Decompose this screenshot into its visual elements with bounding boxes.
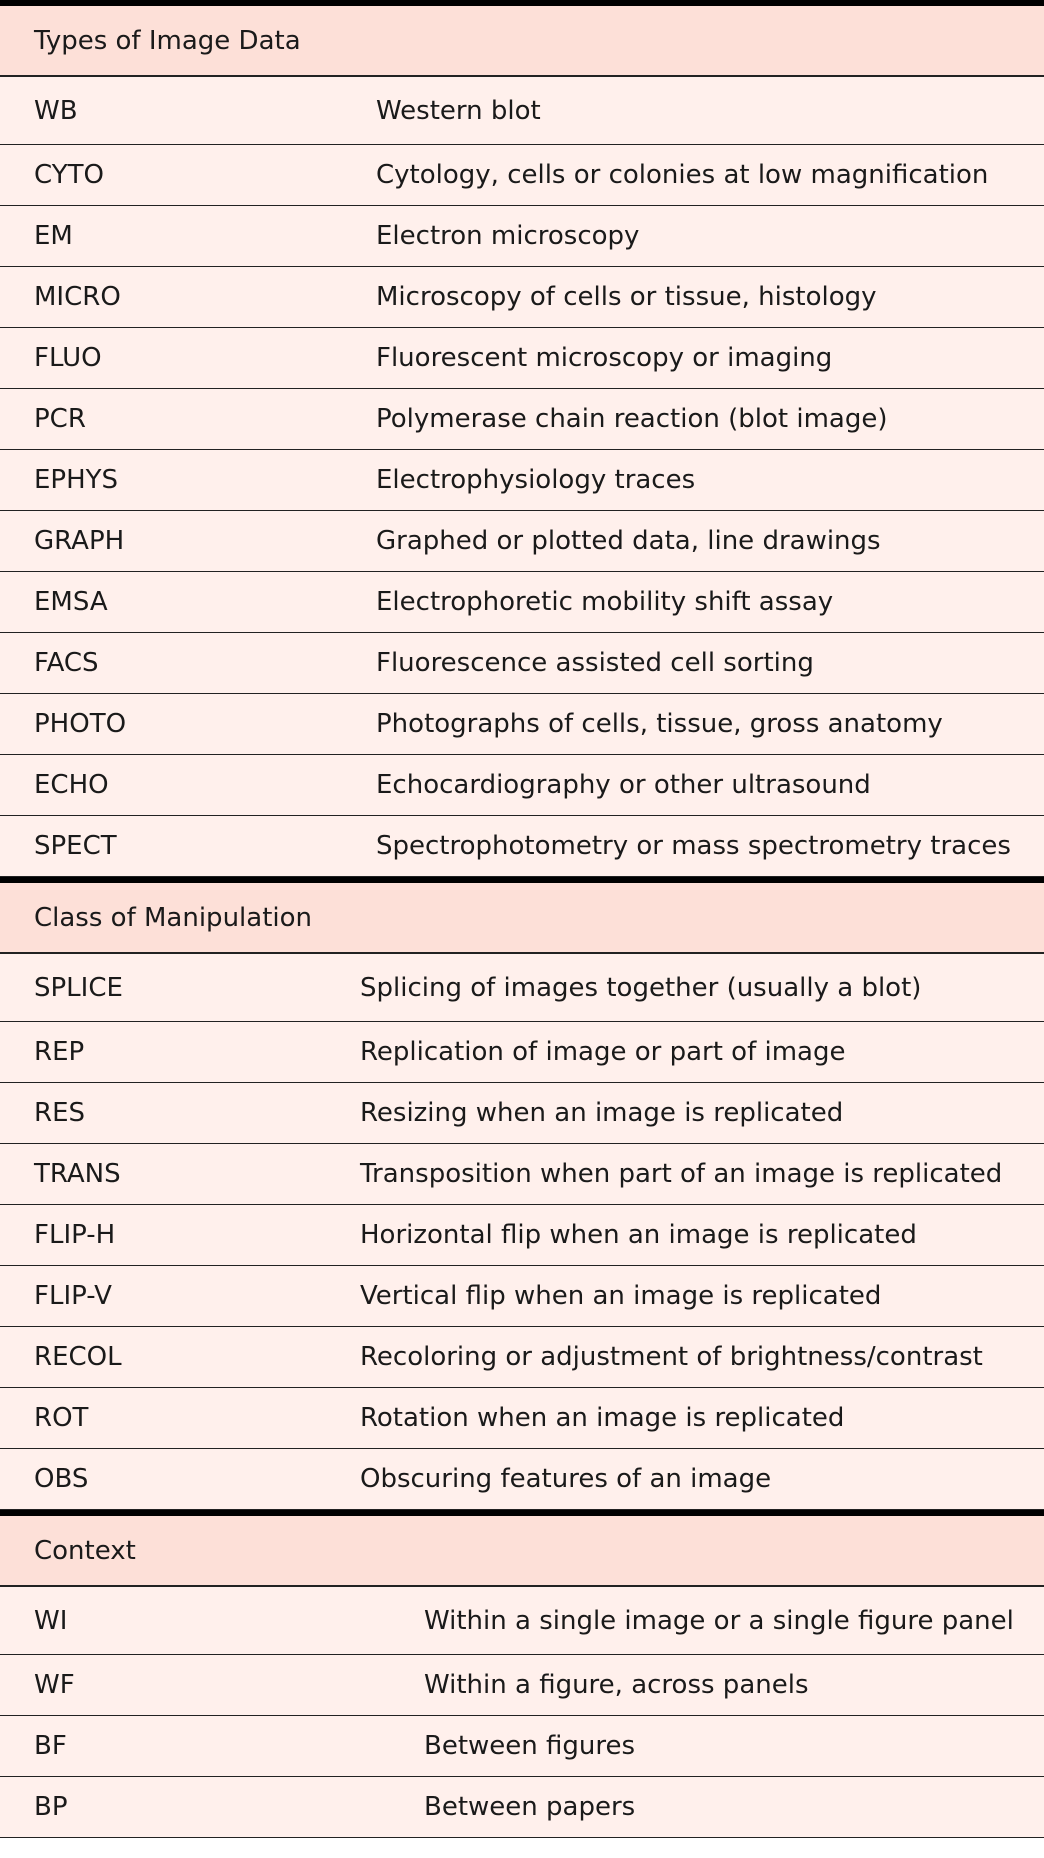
row-code: FLIP-V <box>34 1281 112 1311</box>
table-row <box>0 1205 1044 1266</box>
row-description: Echocardiography or other ultrasound <box>376 770 871 800</box>
table-row <box>0 267 1044 328</box>
row-code: REP <box>34 1037 85 1067</box>
row-description: Within a figure, across panels <box>424 1670 809 1700</box>
table-row <box>0 572 1044 633</box>
row-description: Horizontal flip when an image is replicated <box>360 1220 917 1250</box>
section-types-of-image-data <box>0 0 1044 877</box>
row-code: ROT <box>34 1403 89 1433</box>
table-row <box>0 755 1044 816</box>
row-code: FLUO <box>34 343 102 373</box>
row-description: Microscopy of cells or tissue, histology <box>376 282 877 312</box>
table-row <box>0 1388 1044 1449</box>
section-header: Types of Image Data <box>0 6 1044 77</box>
row-code: RECOL <box>34 1342 122 1372</box>
row-description: Within a single image or a single figure panel <box>424 1605 1014 1636</box>
row-code: EM <box>34 221 73 251</box>
row-code: SPLICE <box>34 972 123 1003</box>
row-code: TRANS <box>34 1159 121 1189</box>
table-row <box>0 954 1044 1022</box>
table-row <box>0 1083 1044 1144</box>
row-description: Between papers <box>424 1792 636 1822</box>
row-description: Replication of image or part of image <box>360 1037 846 1067</box>
table-row <box>0 1144 1044 1205</box>
row-code: WF <box>34 1670 75 1700</box>
row-description: Transposition when part of an image is replicated <box>360 1159 1003 1189</box>
row-description: Western blot <box>376 95 541 126</box>
row-code: PHOTO <box>34 709 127 739</box>
table-row <box>0 77 1044 145</box>
row-code: WB <box>34 95 78 126</box>
section-class-of-manipulation <box>0 877 1044 1510</box>
table-row <box>0 328 1044 389</box>
row-description: Electron microscopy <box>376 221 640 251</box>
table-row <box>0 450 1044 511</box>
row-description: Electrophoretic mobility shift assay <box>376 587 834 617</box>
table-row <box>0 1716 1044 1777</box>
table-row <box>0 145 1044 206</box>
row-description: Photographs of cells, tissue, gross anatomy <box>376 709 943 739</box>
row-code: EPHYS <box>34 465 119 495</box>
row-code: FLIP-H <box>34 1220 116 1250</box>
row-description: Spectrophotometry or mass spectrometry traces <box>376 831 1011 861</box>
row-code: PCR <box>34 404 86 434</box>
table-row <box>0 511 1044 572</box>
table-row <box>0 1587 1044 1655</box>
table-row <box>0 1449 1044 1510</box>
row-code: OBS <box>34 1464 89 1494</box>
section-header: Class of Manipulation <box>0 883 1044 954</box>
row-code: FACS <box>34 648 99 678</box>
row-code: CYTO <box>34 160 104 190</box>
row-code: SPECT <box>34 831 117 861</box>
row-description: Resizing when an image is replicated <box>360 1098 844 1128</box>
table-row <box>0 1327 1044 1388</box>
section-header: Context <box>0 1516 1044 1587</box>
table-row <box>0 206 1044 267</box>
row-description: Vertical flip when an image is replicated <box>360 1281 882 1311</box>
row-description: Polymerase chain reaction (blot image) <box>376 404 888 434</box>
row-code: BF <box>34 1731 67 1761</box>
row-code: WI <box>34 1605 68 1636</box>
row-description: Between figures <box>424 1731 636 1761</box>
table-row <box>0 816 1044 877</box>
section-rows <box>0 1587 1044 1838</box>
section-rows <box>0 77 1044 877</box>
row-description: Electrophysiology traces <box>376 465 696 495</box>
row-code: MICRO <box>34 282 121 312</box>
row-code: ECHO <box>34 770 109 800</box>
table-row <box>0 694 1044 755</box>
row-description: Obscuring features of an image <box>360 1464 772 1494</box>
table-row <box>0 1655 1044 1716</box>
table-row <box>0 1022 1044 1083</box>
table-row <box>0 389 1044 450</box>
section-rows <box>0 954 1044 1510</box>
row-description: Rotation when an image is replicated <box>360 1403 845 1433</box>
row-description: Fluorescence assisted cell sorting <box>376 648 814 678</box>
row-code: RES <box>34 1098 85 1128</box>
row-description: Recoloring or adjustment of brightness/contrast <box>360 1342 983 1372</box>
row-code: BP <box>34 1792 68 1822</box>
row-code: EMSA <box>34 587 108 617</box>
row-description: Splicing of images together (usually a blot) <box>360 972 922 1003</box>
row-description: Cytology, cells or colonies at low magnification <box>376 160 989 190</box>
table-row <box>0 1266 1044 1327</box>
row-description: Graphed or plotted data, line drawings <box>376 526 881 556</box>
table-row <box>0 1777 1044 1838</box>
section-context <box>0 1510 1044 1838</box>
table-row <box>0 633 1044 694</box>
row-code: GRAPH <box>34 526 125 556</box>
row-description: Fluorescent microscopy or imaging <box>376 343 833 373</box>
